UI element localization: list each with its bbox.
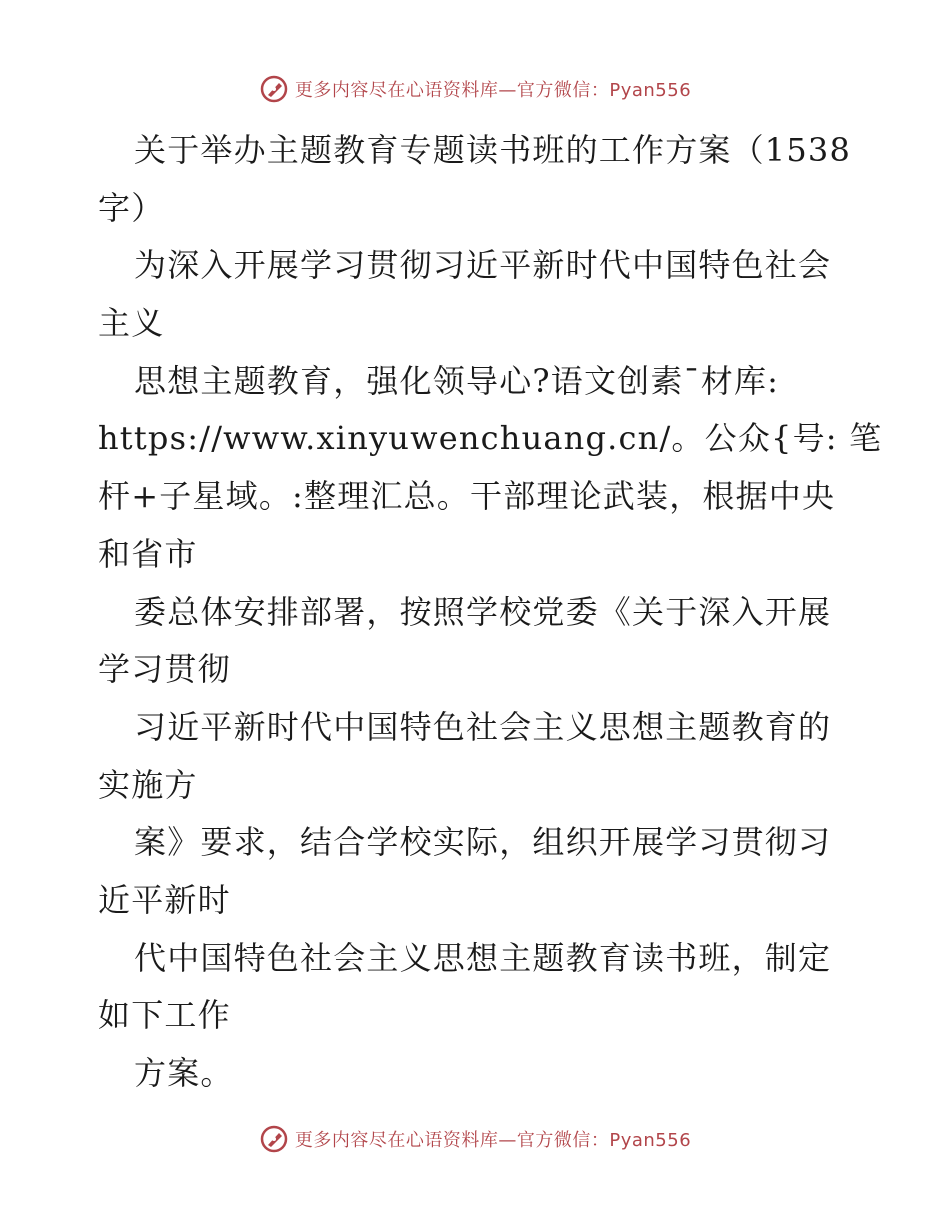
watermark-text: 更多内容尽在心语资料库—官方微信：Pyan556 [294,1130,692,1151]
text-line: 主义 [98,304,165,343]
pen-logo-icon [259,74,289,104]
text-line: 实施方 [98,765,198,804]
text-line: 学习贯彻 [98,650,231,689]
text-line: 关于举办主题教育专题读书班的工作方案（1538 [134,131,852,169]
footer-watermark [0,1124,950,1154]
watermark-text: 更多内容尽在心语资料库—官方微信：Pyan556 [294,80,692,101]
text-line: 代中国特色社会主义思想主题教育读书班，制定 [134,938,832,977]
text-line: 思想主题教育，强化领导心?语文创素¯材库: [134,361,780,400]
text-line: 为深入开展学习贯彻习近平新时代中国特色社会 [134,246,832,285]
text-line: 和省市 [98,534,198,573]
text-line: 委总体安排部署，按照学校党委《关于深入开展 [134,592,832,631]
pen-logo-icon [259,1124,289,1154]
text-line: https://www.xinyuwenchuang.cn/。公众{号: 笔 [98,419,883,458]
header-watermark [0,74,950,104]
text-line: 习近平新时代中国特色社会主义思想主题教育的 [134,707,832,746]
text-line: 杆+子星域。:整理汇总。干部理论武装，根据中央 [98,477,836,516]
text-line: 方案。 [134,1054,234,1092]
text-line: 近平新时 [98,880,231,919]
document-body [98,122,883,1103]
text-line: 如下工作 [98,996,231,1035]
text-line: 字） [98,188,165,227]
text-line: 案》要求，结合学校实际，组织开展学习贯彻习 [134,823,832,862]
